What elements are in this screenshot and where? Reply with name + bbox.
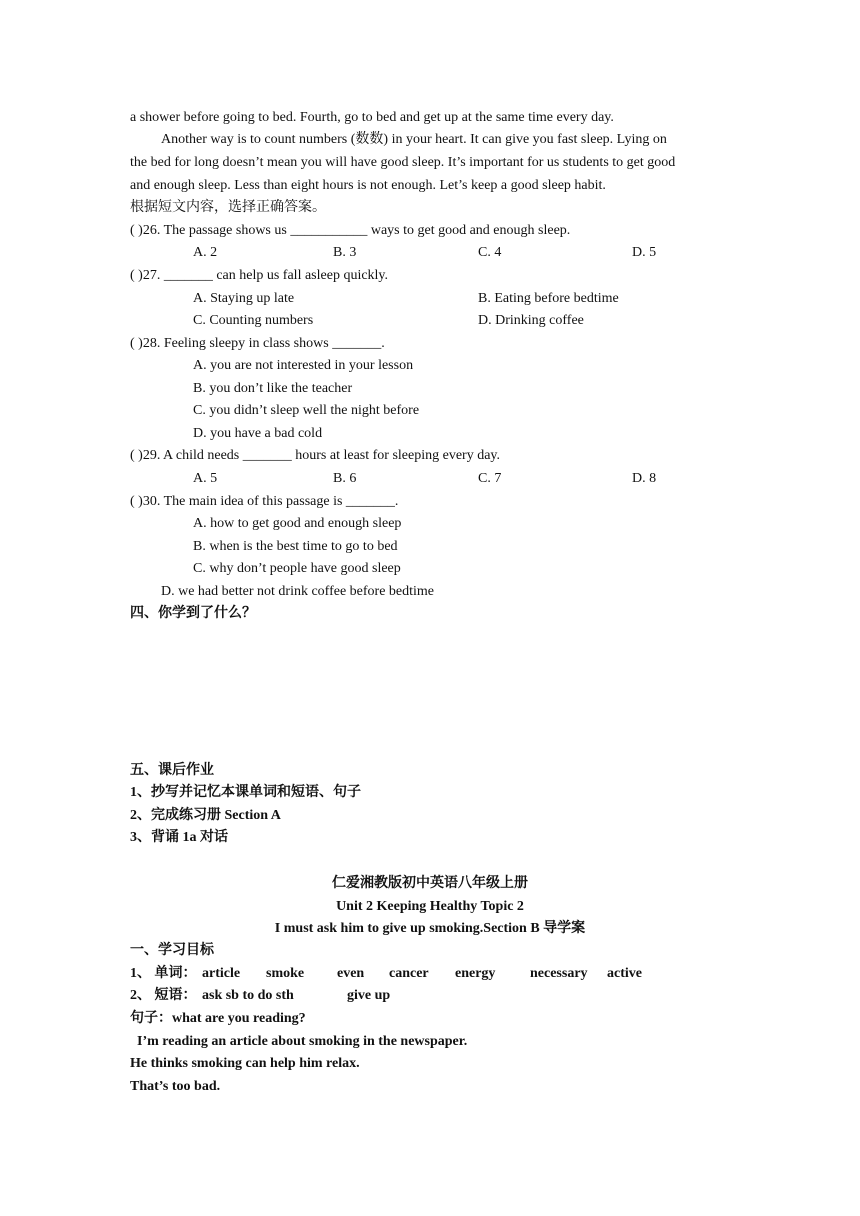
question-28-option-c: C. you didn’t sleep well the night before [193,403,420,418]
question-28-option-d: D. you have a bad cold [193,426,323,441]
question-26-option-c: C. 4 [478,245,502,260]
lesson-title: 仁爱湘教版初中英语八年级上册 [332,876,528,891]
phrase: give up [347,988,391,1003]
section-4-heading: 四、你学到了什么？ [130,606,256,621]
sentence: I’m reading an article about smoking in the newspaper. [137,1034,468,1049]
question-29-option-c: C. 7 [478,471,502,486]
sentence: That’s too bad. [130,1079,221,1094]
phrase: ask sb to do sth [202,988,294,1003]
section-5-heading: 五、课后作业 [130,763,214,778]
question-27-option-b: B. Eating before bedtime [478,291,619,306]
question-27-stem: ( )27. _______ can help us fall asleep quickly. [130,268,389,283]
homework-item: 2、完成练习册 Section A [130,808,281,823]
passage-line: and enough sleep. Less than eight hours is not enough. Let’s keep a good sleep habit. [130,178,606,193]
question-29-option-a: A. 5 [193,471,218,486]
question-29-stem: ( )29. A child needs _______ hours at least for sleeping every day. [130,448,501,463]
question-26-stem: ( )26. The passage shows us ___________ ways to get good and enough sleep. [130,223,571,238]
vocab-word: article [202,966,241,981]
goals-heading: 一、学习目标 [130,943,214,958]
question-26-option-b: B. 3 [333,245,357,260]
question-28-option-b: B. you don’t like the teacher [193,381,353,396]
vocab-word: energy [455,966,496,981]
passage-line: Another way is to count numbers (数数) in your heart. It can give you fast sleep. Lying on [161,132,667,147]
question-29-option-b: B. 6 [333,471,357,486]
phrases-label: 2、 短语： [130,988,197,1003]
question-26-option-d: D. 5 [632,245,657,260]
passage-line: a shower before going to bed. Fourth, go to bed and get up at the same time every day. [130,110,614,125]
instruction-text: 根据短文内容，选择正确答案。 [130,200,326,215]
question-30-option-b: B. when is the best time to go to bed [193,539,398,554]
question-27-option-a: A. Staying up late [193,291,295,306]
vocab-word: necessary [530,966,588,981]
question-29-option-d: D. 8 [632,471,657,486]
lesson-subtitle: Unit 2 Keeping Healthy Topic 2 [336,899,524,914]
question-30-option-c: C. why don’t people have good sleep [193,561,401,576]
question-28-stem: ( )28. Feeling sleepy in class shows _______. [130,336,385,351]
vocab-word: smoke [266,966,305,981]
question-28-option-a: A. you are not interested in your lesson [193,358,414,373]
lesson-subtitle: I must ask him to give up smoking.Section B 导学案 [274,921,586,936]
passage-line: the bed for long doesn’t mean you will have good sleep. It’s important for us students to get good [130,155,676,170]
question-27-option-c: C. Counting numbers [193,313,314,328]
question-27-option-d: D. Drinking coffee [478,313,584,328]
sentences-label: 句子：what are you reading? [130,1011,306,1026]
question-30-option-a: A. how to get good and enough sleep [193,516,402,531]
homework-item: 1、抄写并记忆本课单词和短语、句子 [130,785,361,800]
question-30-option-d: D. we had better not drink coffee before bedtime [161,584,435,599]
vocab-word: active [607,966,642,981]
homework-item: 3、背诵 1a 对话 [130,830,228,845]
words-label: 1、 单词： [130,966,197,981]
question-30-stem: ( )30. The main idea of this passage is _______. [130,494,399,509]
question-26-option-a: A. 2 [193,245,218,260]
vocab-word: even [337,966,365,981]
sentence: He thinks smoking can help him relax. [130,1056,360,1071]
vocab-word: cancer [389,966,429,981]
